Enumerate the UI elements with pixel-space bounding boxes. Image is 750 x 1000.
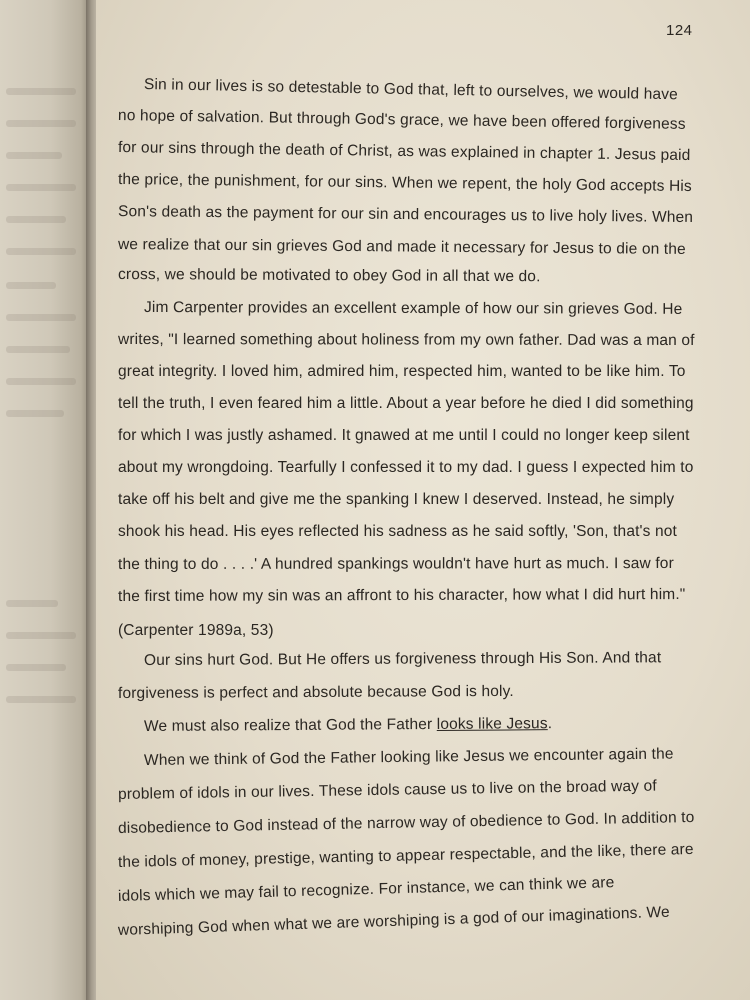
- left-page-edge: [0, 0, 92, 1000]
- text-line: the first time how my sin was an affront to his character, how what I did hurt him.": [117, 586, 686, 605]
- text-line: for our sins through the death of Christ, as was explained in chapter 1. Jesus paid: [117, 139, 691, 164]
- text-line: worshiping God when what we are worshiping is a god of our imaginations. We: [117, 903, 671, 939]
- text-line: When we think of God the Father looking like Jesus we encounter again the: [143, 745, 674, 769]
- text-line: Jim Carpenter provides an excellent example of how our sin grieves God. He: [143, 299, 683, 318]
- book-page: [96, 0, 750, 1000]
- text-line: great integrity. I loved him, admired him, respected him, wanted to be like him. To: [118, 363, 686, 380]
- text-line: the idols of money, prestige, wanting to appear respectable, and the like, there are: [117, 840, 694, 871]
- text-line: for which I was justly ashamed. It gnawed at me until I could no longer keep silent: [118, 427, 690, 444]
- text-line: about my wrongdoing. Tearfully I confessed it to my dad. I guess I expected him to: [118, 459, 694, 476]
- text-line: (Carpenter 1989a, 53): [118, 622, 274, 639]
- text-line: Our sins hurt God. But He offers us forgiveness through His Son. And that: [143, 649, 662, 669]
- text-line: no hope of salvation. But through God's grace, we have been offered forgiveness: [117, 107, 686, 133]
- text-line: cross, we should be motivated to obey God in all that we do.: [117, 266, 541, 286]
- text-line: idols which we may fail to recognize. For instance, we can think we are: [117, 874, 615, 905]
- text-line: the price, the punishment, for our sins. When we repent, the holy God accepts His: [117, 171, 692, 196]
- text-line: Sin in our lives is so detestable to God that, left to ourselves, we would have: [143, 76, 679, 104]
- page-number: 124: [666, 22, 693, 39]
- text-line: forgiveness is perfect and absolute because God is holy.: [117, 682, 514, 702]
- text-line: the thing to do . . . .' A hundred spankings wouldn't have hurt as much. I saw for: [117, 555, 674, 573]
- text-line: take off his belt and give me the spanking I knew I deserved. Instead, he simply: [118, 491, 675, 508]
- text-line: disobedience to God instead of the narrow way of obedience to God. In addition to: [117, 808, 695, 837]
- text-line-end: .: [547, 715, 553, 733]
- text-line: Son's death as the payment for our sin and encourages us to live holy lives. When: [117, 203, 694, 227]
- text-line: writes, "I learned something about holiness from my own father. Dad was a man of: [117, 331, 695, 350]
- text-line-lead: We must also realize that God the Father: [143, 715, 437, 735]
- text-line: tell the truth, I even feared him a little. About a year before he died I did something: [118, 395, 694, 412]
- text-line: [144, 715, 552, 736]
- underlined-phrase: looks like Jesus: [436, 715, 548, 733]
- text-line: we realize that our sin grieves God and made it necessary for Jesus to die on the: [117, 236, 686, 258]
- text-line: shook his head. His eyes reflected his sadness as he said softly, 'Son, that's not: [118, 523, 678, 540]
- text-line: problem of idols in our lives. These idols cause us to live on the broad way of: [117, 777, 657, 803]
